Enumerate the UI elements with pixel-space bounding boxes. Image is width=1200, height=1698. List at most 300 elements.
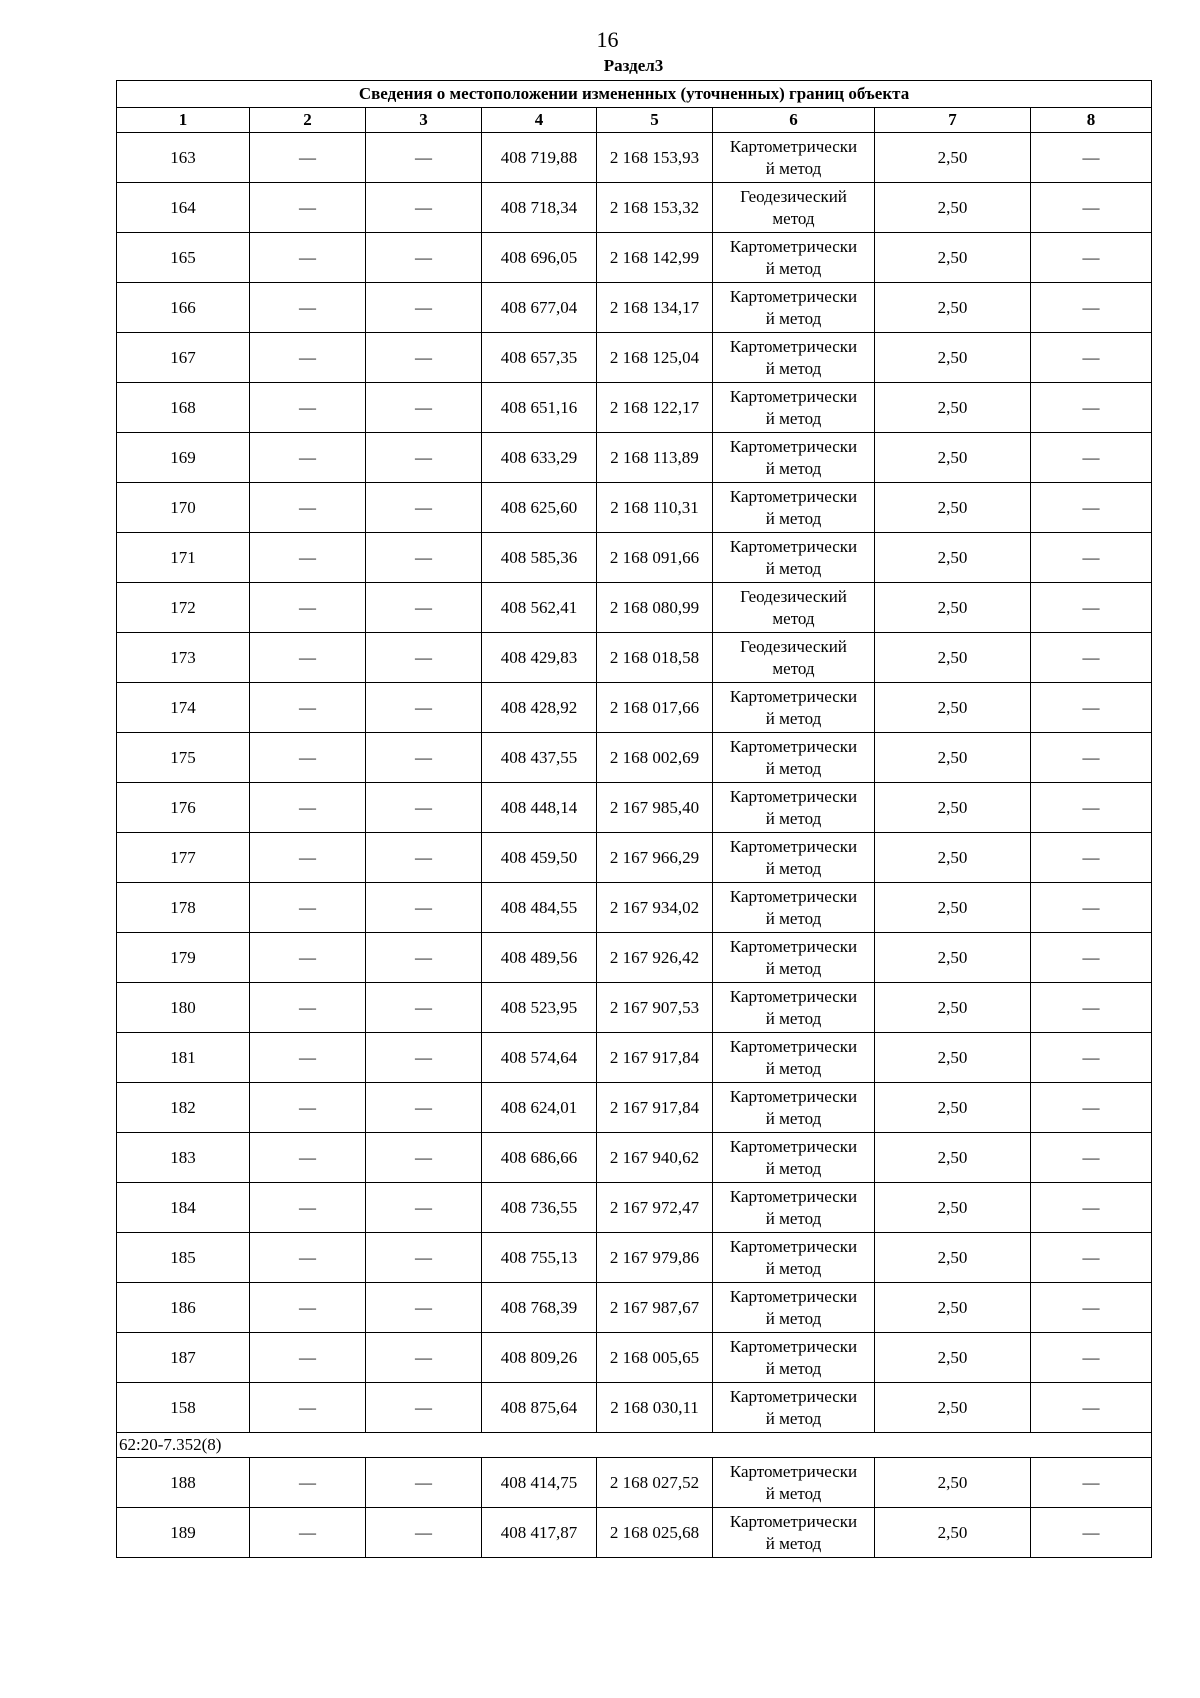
accuracy-cell: 2,50 [875, 783, 1031, 833]
x-coordinate-cell: 408 677,04 [482, 283, 597, 333]
column-3-cell: — [366, 533, 482, 583]
accuracy-cell: 2,50 [875, 233, 1031, 283]
column-3-cell: — [366, 483, 482, 533]
method-line-1: Картометрически [729, 286, 858, 306]
table-row [117, 983, 1152, 1033]
method-line-1: Картометрически [729, 1286, 858, 1306]
x-coordinate-cell: 408 686,66 [482, 1133, 597, 1183]
table-row [117, 383, 1152, 433]
column-2-cell: — [250, 883, 366, 933]
column-2-cell: — [250, 683, 366, 733]
table-row [117, 283, 1152, 333]
accuracy-cell: 2,50 [875, 333, 1031, 383]
method-cell [713, 433, 875, 483]
column-2-cell: — [250, 1083, 366, 1133]
accuracy-cell: 2,50 [875, 1183, 1031, 1233]
method-line-1: Геодезический [740, 186, 847, 206]
point-number-cell: 168 [117, 383, 250, 433]
method-cell [713, 1033, 875, 1083]
method-cell [713, 683, 875, 733]
x-coordinate-cell: 408 484,55 [482, 883, 597, 933]
column-2-cell: — [250, 733, 366, 783]
method-line-1: Картометрически [729, 1386, 858, 1406]
method-cell [713, 1133, 875, 1183]
accuracy-cell: 2,50 [875, 883, 1031, 933]
column-3-cell: — [366, 733, 482, 783]
table-row [117, 833, 1152, 883]
table-row [117, 433, 1152, 483]
column-3-cell: — [366, 683, 482, 733]
method-cell [713, 733, 875, 783]
x-coordinate-cell: 408 696,05 [482, 233, 597, 283]
accuracy-cell: 2,50 [875, 683, 1031, 733]
accuracy-cell: 2,50 [875, 1033, 1031, 1083]
column-header: 8 [1031, 108, 1152, 133]
x-coordinate-cell: 408 562,41 [482, 583, 597, 633]
x-coordinate-cell: 408 428,92 [482, 683, 597, 733]
y-coordinate-cell: 2 168 005,65 [597, 1333, 713, 1383]
column-8-cell: — [1031, 533, 1152, 583]
method-line-2: й метод [765, 1483, 822, 1503]
method-line-2: й метод [765, 508, 822, 528]
accuracy-cell: 2,50 [875, 733, 1031, 783]
table-row [117, 883, 1152, 933]
column-8-cell: — [1031, 133, 1152, 183]
method-line-1: Картометрически [729, 236, 858, 256]
column-2-cell: — [250, 1033, 366, 1083]
method-line-2: й метод [765, 1058, 822, 1078]
column-8-cell: — [1031, 1083, 1152, 1133]
point-number-cell: 164 [117, 183, 250, 233]
method-line-2: й метод [765, 308, 822, 328]
column-3-cell: — [366, 983, 482, 1033]
column-3-cell: — [366, 583, 482, 633]
column-header: 1 [117, 108, 250, 133]
y-coordinate-cell: 2 168 153,93 [597, 133, 713, 183]
column-2-cell: — [250, 783, 366, 833]
section-label: Раздел3 [603, 56, 664, 75]
method-cell [713, 583, 875, 633]
method-line-1: Картометрически [729, 436, 858, 456]
x-coordinate-cell: 408 657,35 [482, 333, 597, 383]
accuracy-cell: 2,50 [875, 1508, 1031, 1558]
point-number-cell: 184 [117, 1183, 250, 1233]
method-line-2: й метод [765, 358, 822, 378]
method-cell [713, 333, 875, 383]
accuracy-cell: 2,50 [875, 133, 1031, 183]
x-coordinate-cell: 408 755,13 [482, 1233, 597, 1283]
column-8-cell: — [1031, 1233, 1152, 1283]
method-line-2: й метод [765, 158, 822, 178]
method-line-2: й метод [765, 558, 822, 578]
x-coordinate-cell: 408 417,87 [482, 1508, 597, 1558]
accuracy-cell: 2,50 [875, 933, 1031, 983]
y-coordinate-cell: 2 168 122,17 [597, 383, 713, 433]
method-cell [713, 1458, 875, 1508]
column-8-cell: — [1031, 433, 1152, 483]
method-cell [713, 533, 875, 583]
x-coordinate-cell: 408 414,75 [482, 1458, 597, 1508]
x-coordinate-cell: 408 459,50 [482, 833, 597, 883]
method-cell [713, 783, 875, 833]
point-number-cell: 187 [117, 1333, 250, 1383]
accuracy-cell: 2,50 [875, 1383, 1031, 1433]
method-line-2: й метод [765, 1158, 822, 1178]
column-8-cell: — [1031, 1283, 1152, 1333]
y-coordinate-cell: 2 168 018,58 [597, 633, 713, 683]
y-coordinate-cell: 2 167 917,84 [597, 1083, 713, 1133]
column-8-cell: — [1031, 1508, 1152, 1558]
point-number-cell: 169 [117, 433, 250, 483]
column-3-cell: — [366, 633, 482, 683]
point-number-cell: 179 [117, 933, 250, 983]
column-2-cell: — [250, 483, 366, 533]
table-row [117, 1383, 1152, 1433]
table-row [117, 1033, 1152, 1083]
column-3-cell: — [366, 1033, 482, 1083]
x-coordinate-cell: 408 736,55 [482, 1183, 597, 1233]
point-number-cell: 183 [117, 1133, 250, 1183]
table-row [117, 183, 1152, 233]
column-2-cell: — [250, 1383, 366, 1433]
point-number-cell: 189 [117, 1508, 250, 1558]
method-cell [713, 283, 875, 333]
column-8-cell: — [1031, 1183, 1152, 1233]
column-3-cell: — [366, 1508, 482, 1558]
method-line-2: й метод [765, 1358, 822, 1378]
accuracy-cell: 2,50 [875, 1333, 1031, 1383]
point-number-cell: 176 [117, 783, 250, 833]
column-3-cell: — [366, 1083, 482, 1133]
y-coordinate-cell: 2 168 142,99 [597, 233, 713, 283]
column-2-cell: — [250, 1183, 366, 1233]
column-8-cell: — [1031, 1333, 1152, 1383]
x-coordinate-cell: 408 768,39 [482, 1283, 597, 1333]
column-8-cell: — [1031, 783, 1152, 833]
table-body [117, 81, 1152, 1558]
method-line-1: Картометрически [729, 1036, 858, 1056]
table-title-row [117, 81, 1152, 108]
method-cell [713, 1333, 875, 1383]
point-number-cell: 163 [117, 133, 250, 183]
y-coordinate-cell: 2 167 985,40 [597, 783, 713, 833]
x-coordinate-cell: 408 429,83 [482, 633, 597, 683]
accuracy-cell: 2,50 [875, 1133, 1031, 1183]
method-line-1: Картометрически [729, 1186, 858, 1206]
method-line-1: Картометрически [729, 886, 858, 906]
column-2-cell: — [250, 583, 366, 633]
x-coordinate-cell: 408 489,56 [482, 933, 597, 983]
method-line-1: Картометрически [729, 786, 858, 806]
column-2-cell: — [250, 233, 366, 283]
column-3-cell: — [366, 1458, 482, 1508]
point-number-cell: 177 [117, 833, 250, 883]
method-line-2: й метод [765, 408, 822, 428]
column-2-cell: — [250, 283, 366, 333]
column-2-cell: — [250, 933, 366, 983]
column-2-cell: — [250, 133, 366, 183]
subsection-row [117, 1433, 1152, 1458]
y-coordinate-cell: 2 168 027,52 [597, 1458, 713, 1508]
method-cell [713, 133, 875, 183]
column-2-cell: — [250, 1233, 366, 1283]
y-coordinate-cell: 2 167 926,42 [597, 933, 713, 983]
column-2-cell: — [250, 1133, 366, 1183]
column-3-cell: — [366, 383, 482, 433]
column-2-cell: — [250, 983, 366, 1033]
column-8-cell: — [1031, 383, 1152, 433]
x-coordinate-cell: 408 718,34 [482, 183, 597, 233]
x-coordinate-cell: 408 809,26 [482, 1333, 597, 1383]
table-row [117, 783, 1152, 833]
table-row [117, 533, 1152, 583]
point-number-cell: 174 [117, 683, 250, 733]
column-8-cell: — [1031, 183, 1152, 233]
table-row [117, 233, 1152, 283]
accuracy-cell: 2,50 [875, 283, 1031, 333]
method-line-2: й метод [765, 258, 822, 278]
y-coordinate-cell: 2 167 917,84 [597, 1033, 713, 1083]
y-coordinate-cell: 2 167 940,62 [597, 1133, 713, 1183]
method-cell [713, 1508, 875, 1558]
x-coordinate-cell: 408 651,16 [482, 383, 597, 433]
column-3-cell: — [366, 283, 482, 333]
method-line-2: й метод [765, 1008, 822, 1028]
method-line-1: Картометрически [729, 736, 858, 756]
y-coordinate-cell: 2 168 091,66 [597, 533, 713, 583]
accuracy-cell: 2,50 [875, 633, 1031, 683]
table-row [117, 333, 1152, 383]
y-coordinate-cell: 2 168 153,32 [597, 183, 713, 233]
y-coordinate-cell: 2 168 080,99 [597, 583, 713, 633]
accuracy-cell: 2,50 [875, 1083, 1031, 1133]
method-line-2: й метод [765, 908, 822, 928]
x-coordinate-cell: 408 523,95 [482, 983, 597, 1033]
table-row [117, 933, 1152, 983]
accuracy-cell: 2,50 [875, 533, 1031, 583]
column-8-cell: — [1031, 983, 1152, 1033]
method-line-1: Картометрически [729, 486, 858, 506]
column-3-cell: — [366, 433, 482, 483]
method-cell [713, 383, 875, 433]
column-3-cell: — [366, 1283, 482, 1333]
column-8-cell: — [1031, 283, 1152, 333]
y-coordinate-cell: 2 167 979,86 [597, 1233, 713, 1283]
method-line-1: Геодезический [740, 586, 847, 606]
y-coordinate-cell: 2 168 110,31 [597, 483, 713, 533]
method-line-2: й метод [765, 1533, 822, 1553]
column-8-cell: — [1031, 1033, 1152, 1083]
column-3-cell: — [366, 133, 482, 183]
y-coordinate-cell: 2 168 030,11 [597, 1383, 713, 1433]
method-line-1: Картометрически [729, 986, 858, 1006]
column-3-cell: — [366, 233, 482, 283]
y-coordinate-cell: 2 168 134,17 [597, 283, 713, 333]
method-cell [713, 1183, 875, 1233]
point-number-cell: 166 [117, 283, 250, 333]
method-cell [713, 233, 875, 283]
column-3-cell: — [366, 1183, 482, 1233]
column-8-cell: — [1031, 333, 1152, 383]
column-8-cell: — [1031, 1458, 1152, 1508]
column-3-cell: — [366, 1133, 482, 1183]
subsection-label: 62:20-7.352(8) [117, 1433, 1152, 1458]
point-number-cell: 185 [117, 1233, 250, 1283]
y-coordinate-cell: 2 167 934,02 [597, 883, 713, 933]
method-line-2: й метод [765, 958, 822, 978]
y-coordinate-cell: 2 167 987,67 [597, 1283, 713, 1333]
method-cell [713, 183, 875, 233]
y-coordinate-cell: 2 167 907,53 [597, 983, 713, 1033]
y-coordinate-cell: 2 167 966,29 [597, 833, 713, 883]
table-row [117, 583, 1152, 633]
method-line-1: Картометрически [729, 336, 858, 356]
x-coordinate-cell: 408 448,14 [482, 783, 597, 833]
method-line-2: метод [772, 658, 815, 678]
method-line-2: й метод [765, 858, 822, 878]
method-cell [713, 1083, 875, 1133]
table-row [117, 1083, 1152, 1133]
x-coordinate-cell: 408 719,88 [482, 133, 597, 183]
point-number-cell: 182 [117, 1083, 250, 1133]
accuracy-cell: 2,50 [875, 833, 1031, 883]
table-row [117, 633, 1152, 683]
column-header: 2 [250, 108, 366, 133]
y-coordinate-cell: 2 168 002,69 [597, 733, 713, 783]
table-row [117, 1133, 1152, 1183]
table-row [117, 133, 1152, 183]
column-3-cell: — [366, 883, 482, 933]
method-line-2: метод [772, 608, 815, 628]
accuracy-cell: 2,50 [875, 1233, 1031, 1283]
column-number-row [117, 108, 1152, 133]
x-coordinate-cell: 408 633,29 [482, 433, 597, 483]
method-line-1: Картометрически [729, 686, 858, 706]
accuracy-cell: 2,50 [875, 1283, 1031, 1333]
column-3-cell: — [366, 183, 482, 233]
method-line-1: Картометрически [729, 836, 858, 856]
x-coordinate-cell: 408 875,64 [482, 1383, 597, 1433]
method-line-2: й метод [765, 458, 822, 478]
column-2-cell: — [250, 833, 366, 883]
column-8-cell: — [1031, 633, 1152, 683]
column-3-cell: — [366, 1333, 482, 1383]
point-number-cell: 173 [117, 633, 250, 683]
column-2-cell: — [250, 633, 366, 683]
method-line-1: Геодезический [740, 636, 847, 656]
x-coordinate-cell: 408 624,01 [482, 1083, 597, 1133]
table-row [117, 733, 1152, 783]
y-coordinate-cell: 2 168 125,04 [597, 333, 713, 383]
column-3-cell: — [366, 783, 482, 833]
point-number-cell: 167 [117, 333, 250, 383]
point-number-cell: 175 [117, 733, 250, 783]
method-cell [713, 983, 875, 1033]
column-3-cell: — [366, 933, 482, 983]
table-row [117, 1458, 1152, 1508]
point-number-cell: 158 [117, 1383, 250, 1433]
column-8-cell: — [1031, 233, 1152, 283]
table-row [117, 1283, 1152, 1333]
method-line-1: Картометрически [729, 136, 858, 156]
table-title: Сведения о местоположении измененных (уточненных) границ объекта [117, 81, 1152, 108]
method-line-2: й метод [765, 1108, 822, 1128]
method-line-2: й метод [765, 758, 822, 778]
accuracy-cell: 2,50 [875, 433, 1031, 483]
column-2-cell: — [250, 433, 366, 483]
method-cell [713, 1233, 875, 1283]
method-line-1: Картометрически [729, 936, 858, 956]
column-2-cell: — [250, 1283, 366, 1333]
column-2-cell: — [250, 1458, 366, 1508]
column-2-cell: — [250, 533, 366, 583]
column-header: 4 [482, 108, 597, 133]
method-line-1: Картометрически [729, 1236, 858, 1256]
method-line-2: метод [772, 208, 815, 228]
accuracy-cell: 2,50 [875, 1458, 1031, 1508]
method-line-2: й метод [765, 708, 822, 728]
accuracy-cell: 2,50 [875, 583, 1031, 633]
column-8-cell: — [1031, 683, 1152, 733]
x-coordinate-cell: 408 574,64 [482, 1033, 597, 1083]
method-cell [713, 883, 875, 933]
column-3-cell: — [366, 833, 482, 883]
column-3-cell: — [366, 1233, 482, 1283]
accuracy-cell: 2,50 [875, 483, 1031, 533]
method-line-1: Картометрически [729, 1086, 858, 1106]
method-line-1: Картометрически [729, 386, 858, 406]
method-line-1: Картометрически [729, 1511, 858, 1531]
method-cell [713, 833, 875, 883]
column-3-cell: — [366, 333, 482, 383]
method-cell [713, 483, 875, 533]
column-2-cell: — [250, 1333, 366, 1383]
boundary-table [116, 80, 1152, 1558]
method-line-1: Картометрически [729, 536, 858, 556]
method-cell [713, 1283, 875, 1333]
point-number-cell: 186 [117, 1283, 250, 1333]
table-row [117, 483, 1152, 533]
accuracy-cell: 2,50 [875, 983, 1031, 1033]
column-3-cell: — [366, 1383, 482, 1433]
column-2-cell: — [250, 1508, 366, 1558]
y-coordinate-cell: 2 168 113,89 [597, 433, 713, 483]
column-8-cell: — [1031, 1133, 1152, 1183]
method-cell [713, 633, 875, 683]
point-number-cell: 165 [117, 233, 250, 283]
column-8-cell: — [1031, 883, 1152, 933]
method-line-1: Картометрически [729, 1461, 858, 1481]
accuracy-cell: 2,50 [875, 383, 1031, 433]
point-number-cell: 171 [117, 533, 250, 583]
x-coordinate-cell: 408 625,60 [482, 483, 597, 533]
column-header: 6 [713, 108, 875, 133]
column-8-cell: — [1031, 933, 1152, 983]
point-number-cell: 178 [117, 883, 250, 933]
point-number-cell: 181 [117, 1033, 250, 1083]
method-line-2: й метод [765, 808, 822, 828]
table-row [117, 1183, 1152, 1233]
table-row [117, 1233, 1152, 1283]
method-line-1: Картометрически [729, 1336, 858, 1356]
method-line-2: й метод [765, 1258, 822, 1278]
x-coordinate-cell: 408 437,55 [482, 733, 597, 783]
y-coordinate-cell: 2 167 972,47 [597, 1183, 713, 1233]
column-8-cell: — [1031, 833, 1152, 883]
point-number-cell: 172 [117, 583, 250, 633]
column-8-cell: — [1031, 483, 1152, 533]
column-8-cell: — [1031, 1383, 1152, 1433]
